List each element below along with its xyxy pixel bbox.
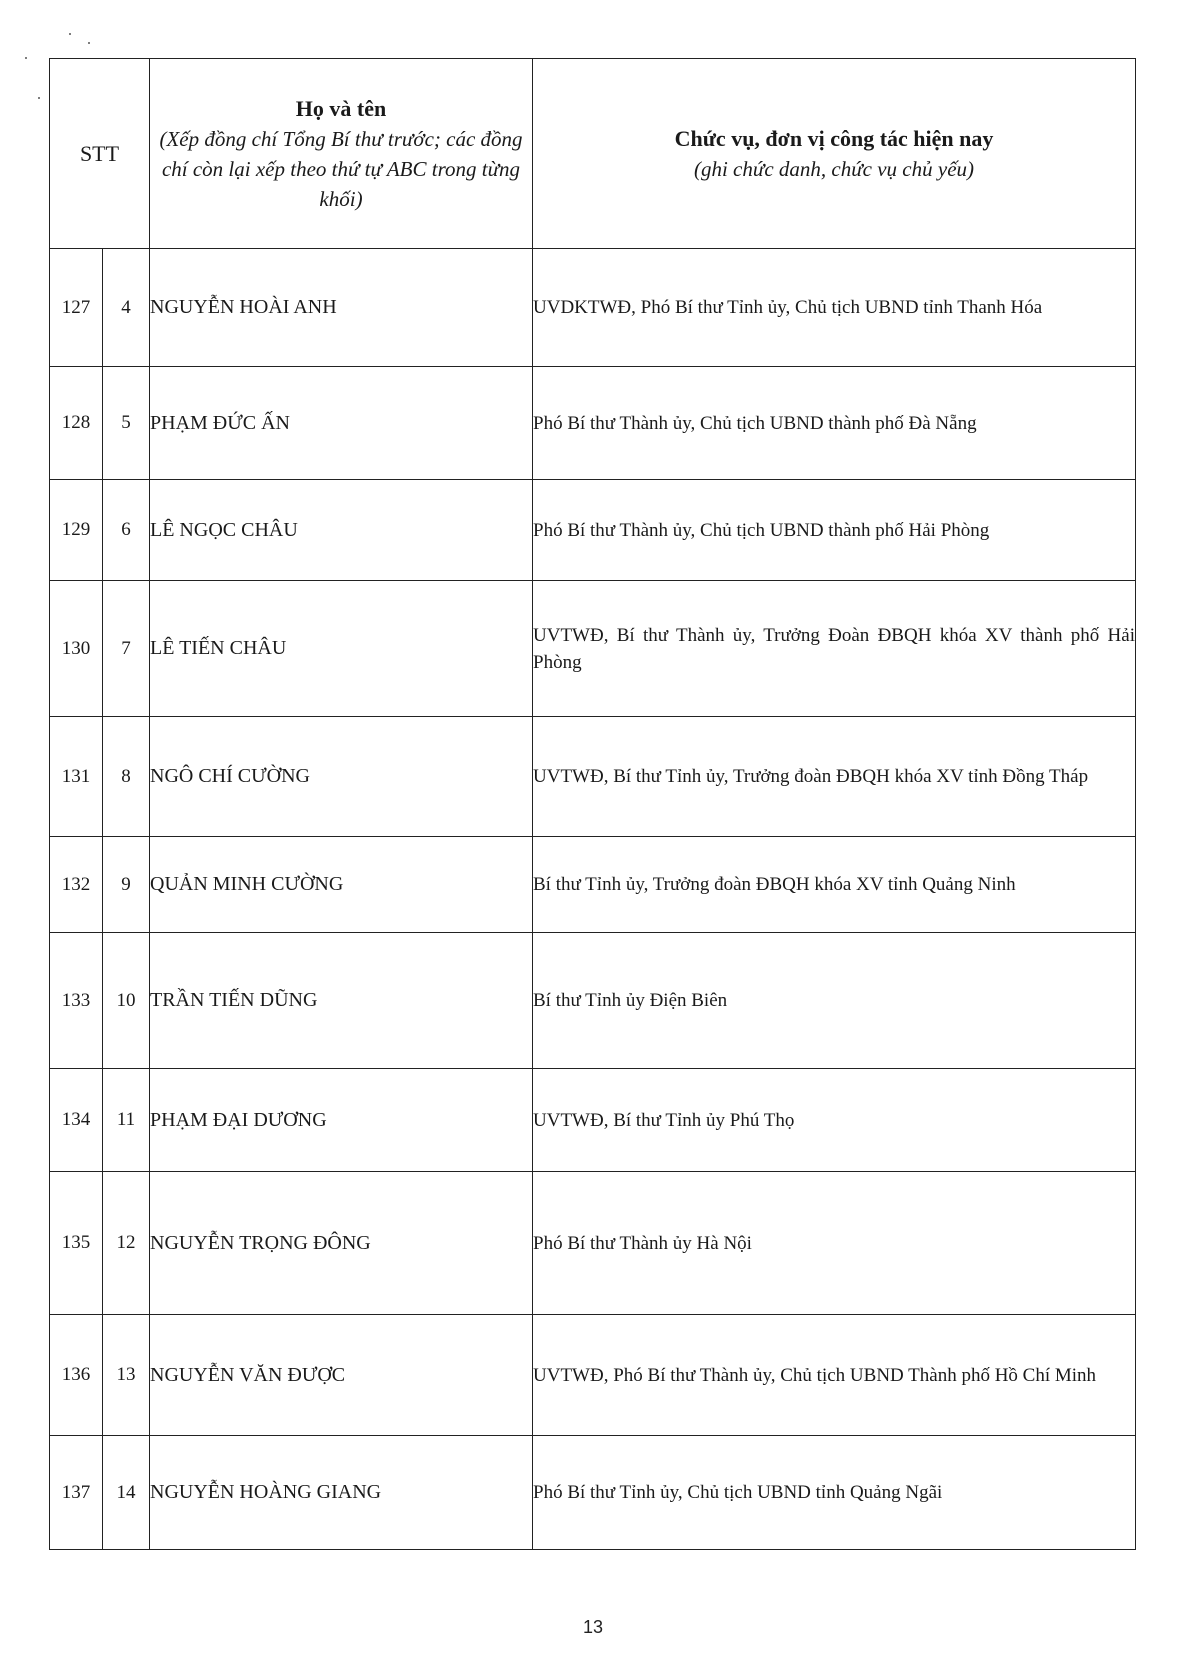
stt-cell: 129 (50, 480, 103, 581)
name-cell: LÊ NGỌC CHÂU (150, 480, 533, 581)
table-row (50, 837, 1136, 933)
stt-cell: 131 (50, 717, 103, 837)
scan-speck (25, 57, 27, 59)
position-cell: UVTWĐ, Bí thư Tỉnh ủy, Trưởng đoàn ĐBQH khóa XV tỉnh Đồng Tháp (533, 717, 1136, 837)
name-cell: PHẠM ĐẠI DƯƠNG (150, 1069, 533, 1172)
table-row (50, 933, 1136, 1069)
sub-stt-cell: 5 (103, 367, 150, 480)
name-cell: NGUYỄN HOÀNG GIANG (150, 1436, 533, 1550)
candidate-table (49, 58, 1136, 1550)
table-row (50, 1436, 1136, 1550)
position-cell: Phó Bí thư Thành ủy Hà Nội (533, 1172, 1136, 1315)
table-row (50, 367, 1136, 480)
table-row (50, 581, 1136, 717)
sub-stt-cell: 6 (103, 480, 150, 581)
name-header (150, 59, 533, 249)
name-header-note: (Xếp đồng chí Tổng Bí thư trước; các đồng chí còn lại xếp theo thứ tự ABC trong từng khối) (159, 126, 523, 211)
table-header (50, 59, 1136, 249)
position-cell: UVTWĐ, Bí thư Tỉnh ủy Phú Thọ (533, 1069, 1136, 1172)
stt-cell: 132 (50, 837, 103, 933)
scan-speck (69, 33, 71, 35)
position-header (533, 59, 1136, 249)
sub-stt-cell: 13 (103, 1315, 150, 1436)
position-header-title: Chức vụ, đơn vị công tác hiện nay (674, 125, 994, 151)
table-row (50, 480, 1136, 581)
position-cell: Phó Bí thư Thành ủy, Chủ tịch UBND thành phố Hải Phòng (533, 480, 1136, 581)
table-row (50, 1069, 1136, 1172)
stt-cell: 137 (50, 1436, 103, 1550)
scan-speck (88, 42, 90, 44)
stt-cell: 127 (50, 249, 103, 367)
sub-stt-cell: 9 (103, 837, 150, 933)
sub-stt-cell: 12 (103, 1172, 150, 1315)
name-header-title: Họ và tên (295, 95, 387, 121)
name-cell: TRẦN TIẾN DŨNG (150, 933, 533, 1069)
sub-stt-cell: 11 (103, 1069, 150, 1172)
stt-cell: 133 (50, 933, 103, 1069)
stt-cell: 128 (50, 367, 103, 480)
page-number: 13 (582, 1617, 604, 1637)
name-cell: PHẠM ĐỨC ẤN (150, 367, 533, 480)
name-cell: NGÔ CHÍ CƯỜNG (150, 717, 533, 837)
table-row (50, 717, 1136, 837)
name-cell: NGUYỄN VĂN ĐƯỢC (150, 1315, 533, 1436)
name-cell: NGUYỄN HOÀI ANH (150, 249, 533, 367)
table-row (50, 249, 1136, 367)
stt-cell: 134 (50, 1069, 103, 1172)
stt-header: STT (50, 59, 150, 249)
position-cell: UVDKTWĐ, Phó Bí thư Tỉnh ủy, Chủ tịch UBND tỉnh Thanh Hóa (533, 249, 1136, 367)
name-cell: NGUYỄN TRỌNG ĐÔNG (150, 1172, 533, 1315)
position-cell: Phó Bí thư Tỉnh ủy, Chủ tịch UBND tỉnh Quảng Ngãi (533, 1436, 1136, 1550)
stt-cell: 136 (50, 1315, 103, 1436)
name-cell: LÊ TIẾN CHÂU (150, 581, 533, 717)
sub-stt-cell: 10 (103, 933, 150, 1069)
sub-stt-cell: 14 (103, 1436, 150, 1550)
stt-cell: 135 (50, 1172, 103, 1315)
position-cell: UVTWĐ, Phó Bí thư Thành ủy, Chủ tịch UBND Thành phố Hồ Chí Minh (533, 1315, 1136, 1436)
table-row (50, 1172, 1136, 1315)
stt-cell: 130 (50, 581, 103, 717)
sub-stt-cell: 7 (103, 581, 150, 717)
position-cell: UVTWĐ, Bí thư Thành ủy, Trưởng Đoàn ĐBQH khóa XV thành phố Hải Phòng (533, 581, 1136, 717)
scan-speck (38, 97, 40, 99)
name-cell: QUẢN MINH CƯỜNG (150, 837, 533, 933)
position-cell: Bí thư Tỉnh ủy, Trưởng đoàn ĐBQH khóa XV tỉnh Quảng Ninh (533, 837, 1136, 933)
position-cell: Phó Bí thư Thành ủy, Chủ tịch UBND thành phố Đà Nẵng (533, 367, 1136, 480)
table-body (50, 249, 1136, 1550)
sub-stt-cell: 4 (103, 249, 150, 367)
table-row (50, 1315, 1136, 1436)
position-cell: Bí thư Tỉnh ủy Điện Biên (533, 933, 1136, 1069)
position-header-note: (ghi chức danh, chức vụ chủ yếu) (693, 156, 975, 181)
sub-stt-cell: 8 (103, 717, 150, 837)
